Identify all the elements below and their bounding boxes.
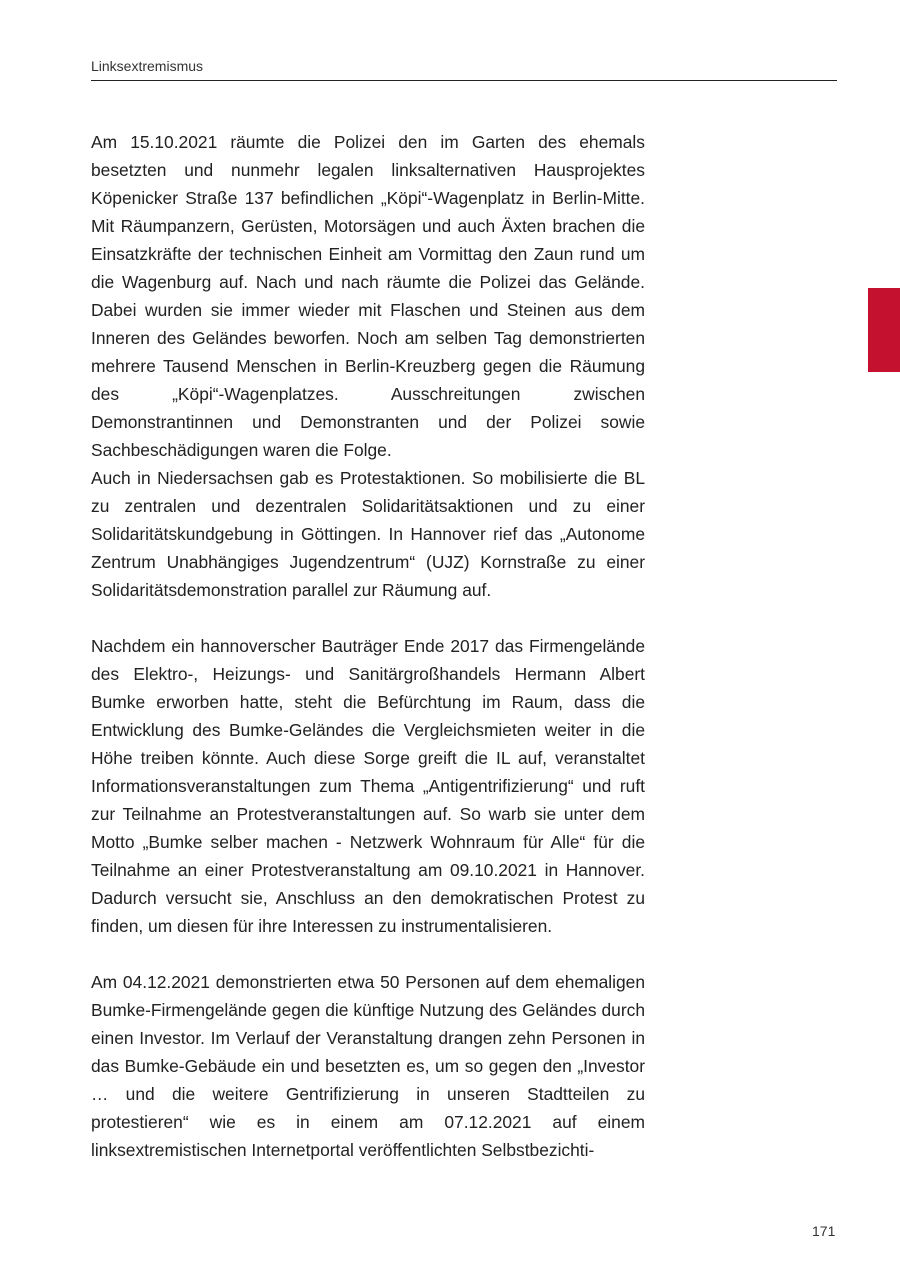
running-head: Linksextremismus [91, 58, 204, 74]
chapter-thumb-tab [868, 288, 900, 372]
paragraph: Am 15.10.2021 räumte die Polizei den im Garten des ehemals besetzten und nunmehr legalen linksalternativen Hausprojektes Köpenicker Straße 137 befindlichen „Köpi“-Wagenplatz in Berlin-Mitte. Mit Räumpanzern, Gerüsten, Motorsägen und auch Äxten brachen die Einsatzkräfte der technischen Einheit am Vormittag den Zaun rund um die Wagenburg auf. Nach und nach räumte die Polizei das Gelände. Dabei wurden sie immer wieder mit Flaschen und Steinen aus dem Inneren des Geländes beworfen. Noch am selben Tag demonstrierten mehrere Tausend Menschen in Berlin-Kreuzberg gegen die Räumung des „Köpi“-Wagenplatzes. Ausschreitungen zwischen Demonstrantinnen und Demonstranten und der Polizei sowie Sachbeschädigungen waren die Folge. [91, 132, 645, 460]
paragraph: Nachdem ein hannoverscher Bauträger Ende 2017 das Firmengelände des Elektro-, Heizungs- und Sanitärgroßhandels Hermann Albert Bumke erworben hatte, steht die Befürchtung im Raum, dass die Entwicklung des Bumke-Geländes die Vergleichsmieten weiter in die Höhe treiben könnte. Auch diese Sorge greift die IL auf, veranstaltet Informationsveranstaltungen zum Thema „Antigentrifizierung“ und ruft zur Teilnahme an Protestveranstaltungen auf. So warb sie unter dem Motto „Bumke selber machen - Netzwerk Wohnraum für Alle“ für die Teilnahme an einer Protestveranstaltung am 09.10.2021 in Hannover. Dadurch versucht sie, Anschluss an den demokratischen Protest zu finden, um diesen für ihre Interessen zu instrumentalisieren. [91, 636, 645, 936]
header-rule [91, 80, 837, 81]
body-text [91, 128, 645, 1164]
page-number: 171 [812, 1223, 836, 1239]
paragraph: Auch in Niedersachsen gab es Protestaktionen. So mobilisierte die BL zu zentralen und dezentralen Solidaritätsaktionen und zu einer Solidaritätskundgebung in Göttingen. In Hannover rief das „Autonome Zentrum Unabhängiges Jugendzentrum“ (UJZ) Kornstraße zu einer Solidaritätsdemonstration parallel zur Räumung auf. [91, 468, 645, 600]
paragraph: Am 04.12.2021 demonstrierten etwa 50 Personen auf dem ehemaligen Bumke-Firmengelände gegen die künftige Nutzung des Geländes durch einen Investor. Im Verlauf der Veranstaltung drangen zehn Personen in das Bumke-Gebäude ein und besetzten es, um so gegen den „Investor … und die weitere Gentrifizierung in unseren Stadtteilen zu protestieren“ wie es in einem am 07.12.2021 auf einem linksextremistischen Internetportal veröffentlichten Selbstbezichti- [91, 972, 645, 1160]
